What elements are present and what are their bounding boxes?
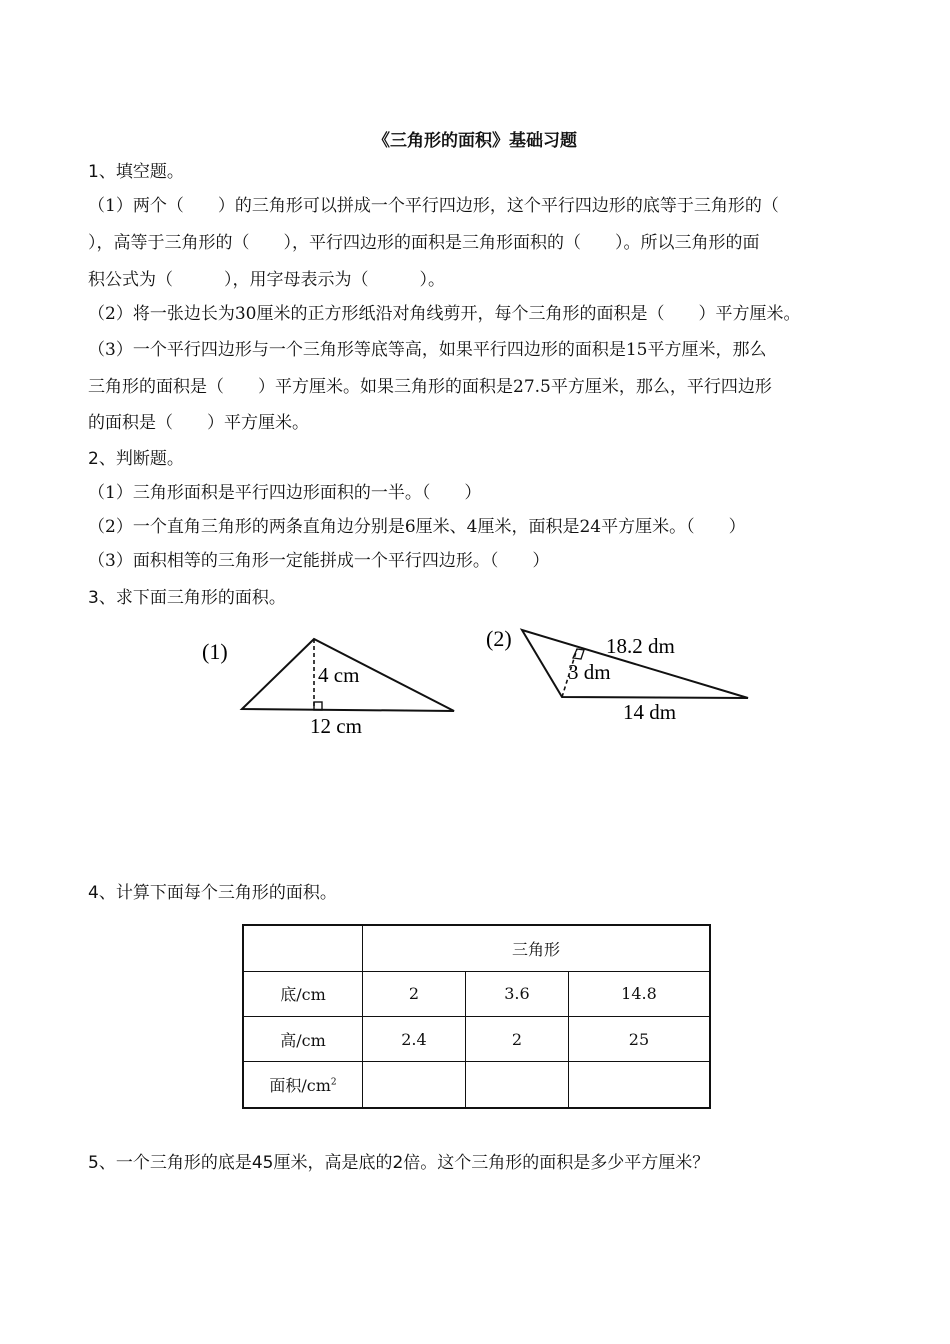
figure-2-label: (2)	[486, 626, 512, 651]
section-4-heading: 4、计算下面每个三角形的面积。	[88, 883, 337, 903]
area-unit-exponent: 2	[330, 1077, 337, 1088]
triangle-figure-1	[190, 625, 490, 745]
triangle-area-table	[242, 924, 711, 1109]
judgement-line: （1）三角形面积是平行四边形面积的一半。（ ）	[88, 483, 482, 503]
triangle-figure-2	[480, 622, 770, 732]
section-3-heading: 3、求下面三角形的面积。	[88, 588, 286, 608]
table-row	[243, 971, 710, 1016]
section-5-heading: 5、一个三角形的底是45厘米，高是底的2倍。这个三角形的面积是多少平方厘米？	[88, 1153, 710, 1173]
table-cell: 14.8	[568, 971, 710, 1016]
table-cell: 2	[465, 1016, 568, 1061]
fill-blank-line: （2）将一张边长为30厘米的正方形纸沿对角线剪开，每个三角形的面积是（ ）平方厘米。	[88, 304, 801, 324]
table-cell: 2.4	[363, 1016, 466, 1061]
fill-blank-line: 的面积是（ ）平方厘米。	[88, 413, 309, 433]
row-label	[243, 1062, 363, 1108]
height-label-1: 4 cm	[318, 663, 360, 687]
judgement-line: （2）一个直角三角形的两条直角边分别是6厘米、4厘米，面积是24平方厘米。（ ）	[88, 517, 746, 537]
fill-blank-line: （1）两个（ ）的三角形可以拼成一个平行四边形，这个平行四边形的底等于三角形的（	[88, 196, 779, 216]
table-cell	[465, 1062, 568, 1108]
base-label-2: 14 dm	[623, 700, 677, 724]
area-label-text: 面积/cm	[269, 1076, 331, 1096]
table-cell: 2	[363, 971, 466, 1016]
row-label: 高/cm	[243, 1016, 363, 1061]
height-label-2: 3 dm	[568, 660, 611, 684]
table-cell: 25	[568, 1016, 710, 1061]
row-label: 底/cm	[243, 971, 363, 1016]
table-row	[243, 1062, 710, 1108]
table-cell	[568, 1062, 710, 1108]
base-label-1: 12 cm	[310, 714, 362, 738]
right-angle-mark-2	[573, 649, 584, 659]
side-label-2: 18.2 dm	[606, 634, 675, 658]
table-row	[243, 1016, 710, 1061]
figure-1-label: (1)	[202, 639, 228, 664]
table-header-cell: 三角形	[363, 925, 711, 971]
table-cell: 3.6	[465, 971, 568, 1016]
fill-blank-line: 积公式为（ ），用字母表示为（ ）。	[88, 270, 445, 290]
table-header-row	[243, 925, 710, 971]
fill-blank-line: （3）一个平行四边形与一个三角形等底等高，如果平行四边形的面积是15平方厘米，那么	[88, 340, 767, 360]
section-1-heading: 1、填空题。	[88, 162, 184, 182]
judgement-line: （3）面积相等的三角形一定能拼成一个平行四边形。（ ）	[88, 551, 550, 571]
fill-blank-line: ），高等于三角形的（ ），平行四边形的面积是三角形面积的（ ）。所以三角形的面	[88, 233, 760, 253]
table-cell	[363, 1062, 466, 1108]
worksheet-title: 《三角形的面积》基础习题	[373, 131, 577, 151]
fill-blank-line: 三角形的面积是（ ）平方厘米。如果三角形的面积是27.5平方厘米，那么，平行四边形	[88, 377, 772, 397]
section-2-heading: 2、判断题。	[88, 449, 184, 469]
table-corner-cell	[243, 925, 363, 971]
